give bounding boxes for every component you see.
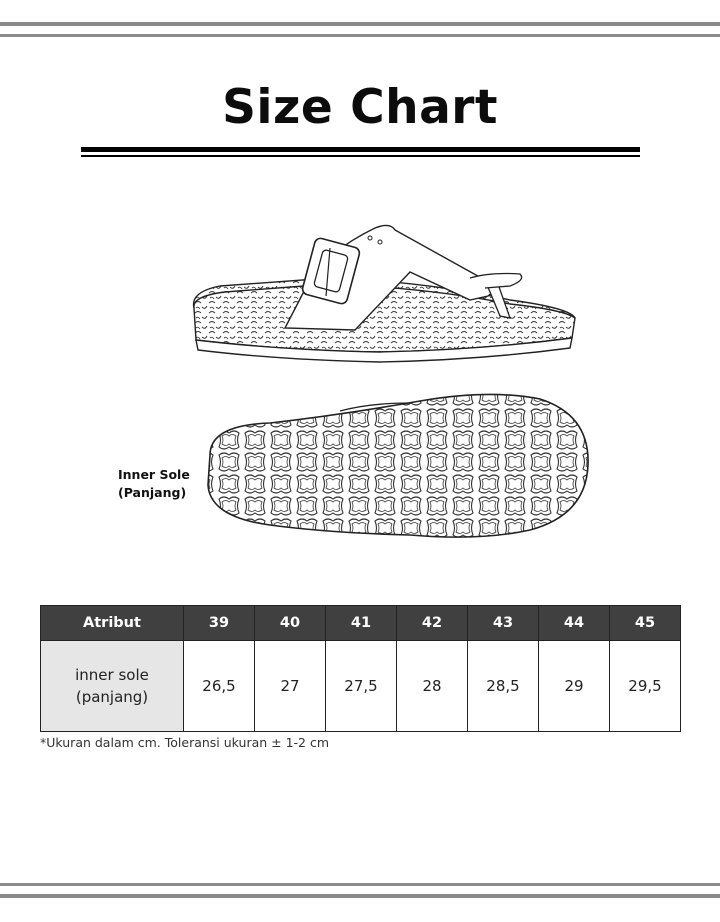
header-size-45: 45 <box>610 606 681 641</box>
sandal-side-illustration <box>180 200 600 370</box>
row-label-line1: inner sole <box>75 666 149 684</box>
frame-bottom-inner-line <box>0 883 720 886</box>
inner-sole-label-line2: (Panjang) <box>118 485 187 500</box>
title-underline-thick <box>81 147 640 152</box>
value-size-45: 29,5 <box>610 641 681 732</box>
value-size-43: 28,5 <box>468 641 539 732</box>
header-atribut: Atribut <box>41 606 184 641</box>
header-size-41: 41 <box>326 606 397 641</box>
header-size-40: 40 <box>255 606 326 641</box>
table-row <box>41 641 681 732</box>
frame-top-inner-line <box>0 34 720 37</box>
sandal-sole-illustration <box>190 385 600 555</box>
inner-sole-label <box>118 466 198 502</box>
size-note: *Ukuran dalam cm. Toleransi ukuran ± 1-2 cm <box>40 735 330 750</box>
value-size-44: 29 <box>539 641 610 732</box>
size-table-header-row <box>41 606 681 641</box>
size-table <box>40 605 681 732</box>
header-size-43: 43 <box>468 606 539 641</box>
page-title: Size Chart <box>222 80 498 135</box>
header-size-39: 39 <box>184 606 255 641</box>
value-size-42: 28 <box>397 641 468 732</box>
row-label-inner-sole <box>41 641 184 732</box>
row-label-line2: (panjang) <box>75 688 149 706</box>
inner-sole-label-line1: Inner Sole <box>118 467 190 482</box>
frame-top-outer-line <box>0 22 720 26</box>
frame-bottom-outer-line <box>0 894 720 898</box>
value-size-41: 27,5 <box>326 641 397 732</box>
header-size-44: 44 <box>539 606 610 641</box>
value-size-40: 27 <box>255 641 326 732</box>
header-size-42: 42 <box>397 606 468 641</box>
title-underline-thin <box>81 155 640 157</box>
value-size-39: 26,5 <box>184 641 255 732</box>
